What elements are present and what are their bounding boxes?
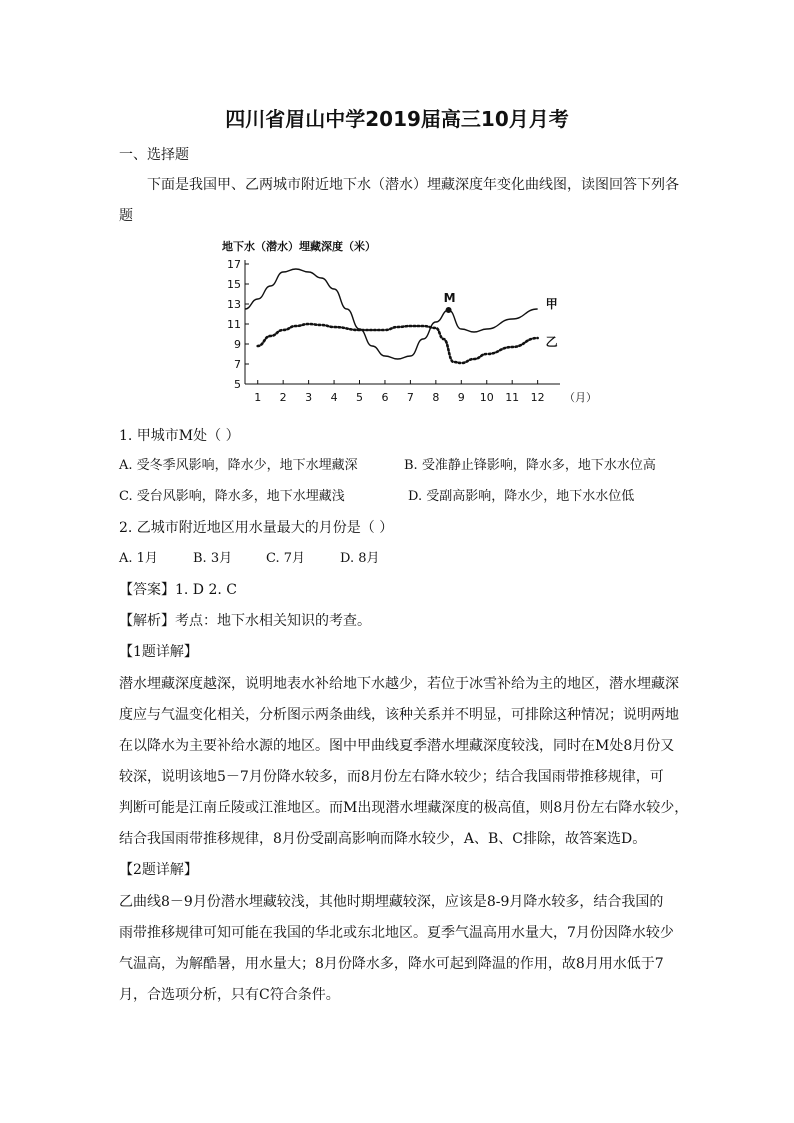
detail-2-line: 雨带推移规律可知可能在我国的华北或东北地区。夏季气温高用水量大，7月份因降水较少	[119, 925, 674, 941]
detail-1-line: 结合我国雨带推移规律，8月份受副高影响而降水较少，A、B、C排除，故答案选D。	[119, 831, 647, 847]
x-tick-label: 12	[530, 391, 545, 404]
detail-1-line: 判断可能是江南丘陵或江淮地区。而M出现潜水埋藏深度的极高值，则8月份左右降水较少，	[119, 800, 689, 816]
answer-line: 【答案】1. D 2. C	[119, 582, 238, 598]
detail-1-line: 度应与气温变化相关，分析图示两条曲线，该种关系并不明显，可排除这种情况；说明两地	[119, 707, 679, 723]
section-heading: 一、选择题	[119, 147, 189, 163]
y-tick-label: 17	[227, 258, 241, 271]
series-label: 乙	[545, 335, 558, 349]
groundwater-depth-chart	[218, 236, 597, 406]
detail-1-line: 较深，说明该地5－7月份降水较多，而8月份左右降水较少；结合我国雨带推移规律，可	[119, 769, 664, 785]
detail-1-heading: 【1题详解】	[119, 644, 198, 660]
question-2: 2. 乙城市附近地区用水量最大的月份是（ ）	[119, 520, 394, 536]
series-line-jia	[245, 269, 538, 359]
q1-option-c: C. 受台风影响，降水多，地下水埋藏浅	[119, 489, 345, 504]
y-tick-label: 13	[227, 298, 241, 311]
series-label: 甲	[545, 297, 558, 311]
point-m-marker	[446, 307, 452, 313]
detail-1-line: 潜水埋藏深度越深，说明地表水补给地下水越少，若位于冰雪补给为主的地区，潜水埋藏深	[119, 676, 679, 692]
x-tick-label: 1	[254, 391, 262, 404]
q2-option-b: B. 3月	[193, 551, 233, 566]
y-tick-label: 7	[234, 358, 241, 371]
q1-option-b: B. 受准静止锋影响，降水多，地下水水位高	[404, 458, 656, 473]
detail-2-line: 气温高，为解酷暑，用水量大；8月份降水多，降水可起到降温的作用，故8月用水低于7	[119, 956, 664, 972]
x-tick-label: 4	[330, 391, 338, 404]
y-tick-label: 15	[227, 278, 241, 291]
x-tick-label: 8	[432, 391, 440, 404]
detail-2-heading: 【2题详解】	[119, 862, 198, 878]
intro-line-1: 下面是我国甲、乙两城市附近地下水（潜水）埋藏深度年变化曲线图，读图回答下列各	[147, 177, 679, 193]
q2-option-a: A. 1月	[119, 551, 158, 566]
intro-line-2: 题	[119, 208, 133, 224]
detail-1-line: 在以降水为主要补给水源的地区。图中甲曲线夏季潜水埋藏深度较浅，同时在M处8月份又	[119, 738, 675, 754]
q1-option-a: A. 受冬季风影响，降水少，地下水埋藏深	[119, 458, 358, 473]
detail-2-line: 月，合选项分析，只有C符合条件。	[119, 987, 340, 1003]
series-line-yi	[258, 324, 538, 363]
q1-option-d: D. 受副高影响，降水少，地下水水位低	[408, 489, 635, 504]
question-1: 1. 甲城市M处（ ）	[119, 428, 240, 444]
page-title: 四川省眉山中学2019届高三10月月考	[225, 107, 569, 131]
y-tick-label: 5	[234, 378, 241, 391]
point-m-label: M	[443, 291, 456, 305]
x-axis-label: （月）	[564, 391, 597, 404]
x-tick-label: 9	[457, 391, 465, 404]
y-tick-label: 9	[234, 338, 241, 351]
q2-option-d: D. 8月	[340, 551, 380, 566]
x-tick-label: 5	[356, 391, 364, 404]
x-tick-label: 3	[305, 391, 313, 404]
chart-title: 地下水（潜水）埋藏深度（米）	[222, 240, 376, 253]
analysis-line: 【解析】考点：地下水相关知识的考查。	[119, 613, 371, 629]
x-tick-label: 2	[279, 391, 287, 404]
q2-option-c: C. 7月	[266, 551, 306, 566]
detail-2-line: 乙曲线8－9月份潜水埋藏较浅，其他时期埋藏较深，应该是8-9月降水较多，结合我国的	[119, 894, 664, 910]
y-tick-label: 11	[227, 318, 241, 331]
x-tick-label: 6	[381, 391, 389, 404]
x-tick-label: 11	[505, 391, 520, 404]
x-tick-label: 10	[479, 391, 494, 404]
x-tick-label: 7	[406, 391, 414, 404]
